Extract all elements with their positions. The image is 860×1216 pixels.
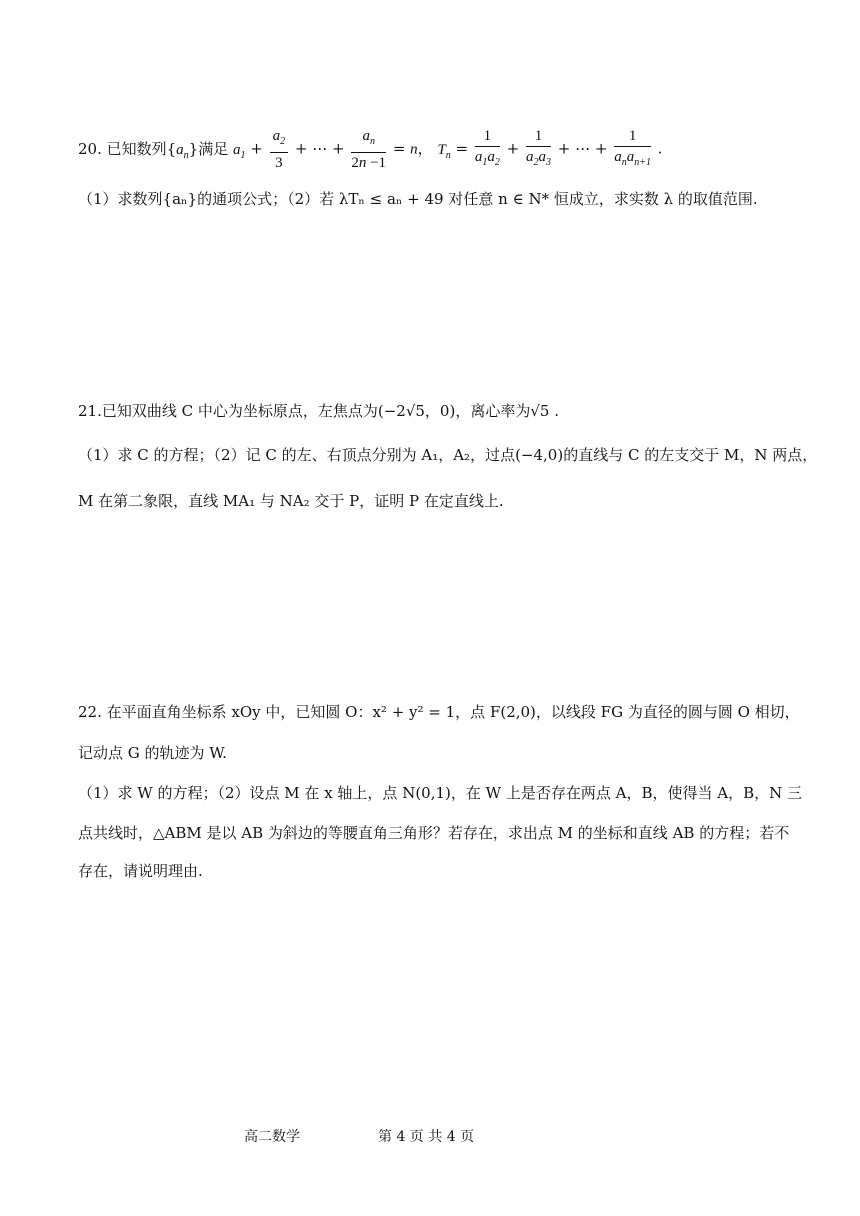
footer-page-number: 第 4 页 共 4 页 [378, 1129, 475, 1145]
q20-number: 20. 已知数列$\{a_n\}$满足 [78, 139, 229, 161]
q22-line3: （1）求 W 的方程；（2）设点 M 在 x 轴上，点 N(0,1)，在 W 上是否存在两点 A，B，使得当 A，B，N 三 [78, 784, 802, 802]
q21-line1: 21.已知双曲线 C 中心为坐标原点，左焦点为(−2√5，0)，离心率为√5 . [78, 402, 559, 420]
footer-subject: 高二数学 [244, 1129, 300, 1145]
q22-line2: 记动点 G 的轨迹为 W. [78, 744, 227, 762]
q22-line4: 点共线时，△ABM 是以 AB 为斜边的等腰直角三角形？若存在，求出点 M 的坐标和直线 AB 的方程；若不 [78, 824, 790, 842]
q20-line1: 20. 已知数列$\{a_n\}$满足 $a_1$ + $\frac{a_2}{3}$ + ⋯ + $\frac{a_n}{2n -1}$ = n， $T_n$ = $\frac{1}{a_1a_2}$ + $\frac{1}{a_2a_3}$ + ⋯ + $\frac{1}{a_na_{n+1}}$ . [78, 128, 663, 171]
q22-line1: 22. 在平面直角坐标系 xOy 中，已知圆 O：x² + y² = 1，点 F(2,0)，以线段 FG 为直径的圆与圆 O 相切， [78, 703, 800, 721]
q21-line3: M 在第二象限，直线 MA₁ 与 NA₂ 交于 P，证明 P 在定直线上. [78, 492, 504, 510]
q21-line2: （1）求 C 的方程；（2）记 C 的左、右顶点分别为 A₁，A₂，过点(−4,0)的直线与 C 的左支交于 M，N 两点， [78, 446, 818, 464]
q20-line2: （1）求数列{aₙ}的通项公式；（2）若 λTₙ ≤ aₙ + 49 对任意 n ∈ N* 恒成立，求实数 λ 的取值范围. [78, 190, 758, 208]
q22-line5: 存在，请说明理由. [78, 862, 203, 880]
